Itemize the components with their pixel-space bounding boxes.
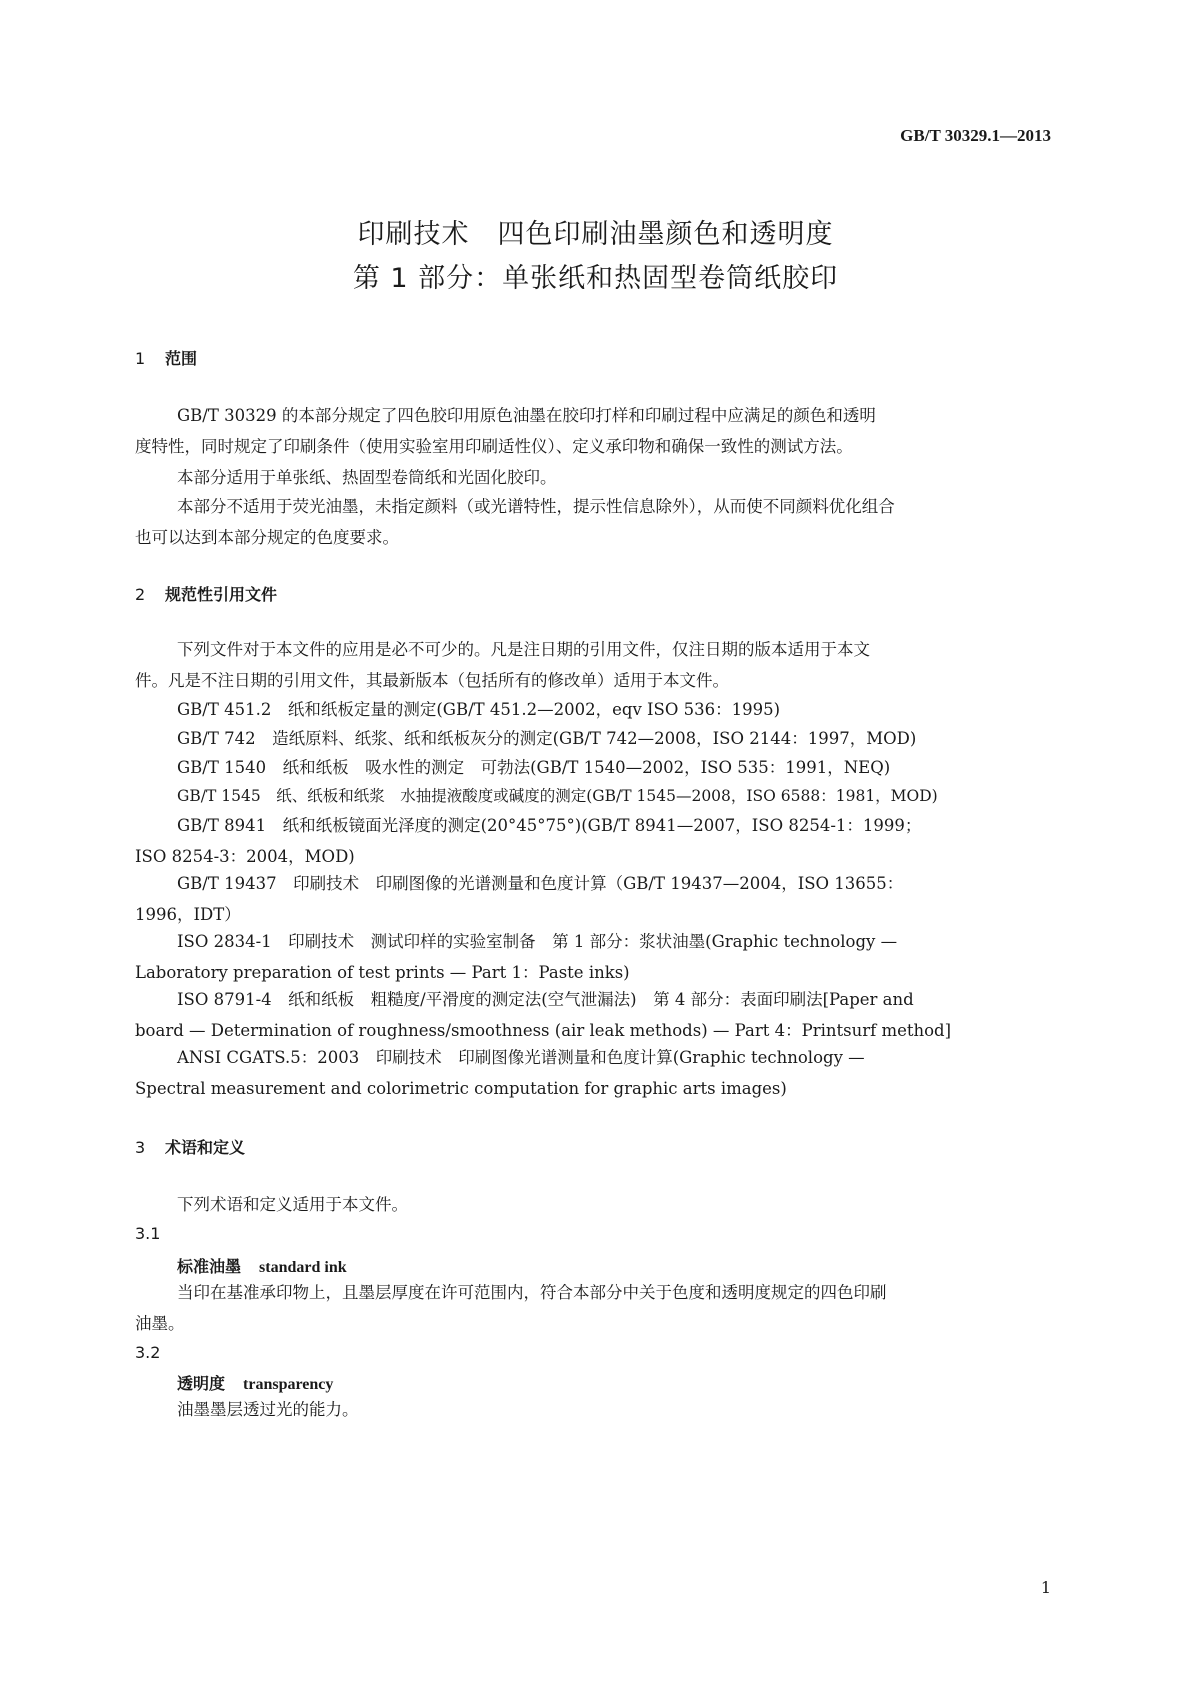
text-line: 度特性，同时规定了印刷条件（使用实验室用印刷适性仪）、定义承印物和确保一致性的测试方法。 xyxy=(135,437,853,456)
section-1-paragraph-2 xyxy=(135,462,1055,493)
term-en: standard ink xyxy=(259,1259,347,1276)
text-line: 1996，IDT） xyxy=(135,905,241,924)
text-line: GB/T 1540 纸和纸板 吸水性的测定 可勃法(GB/T 1540—2002，ISO 535：1991，NEQ) xyxy=(177,758,891,777)
page-number: 1 xyxy=(1040,1578,1051,1597)
text-line: GB/T 30329 的本部分规定了四色胶印用原色油墨在胶印打样和印刷过程中应满足的颜色和透明 xyxy=(177,406,876,425)
text-line: GB/T 8941 纸和纸板镜面光泽度的测定(20°45°75°)(GB/T 8941—2007，ISO 8254-1：1999； xyxy=(177,816,922,835)
term-zh: 透明度 xyxy=(177,1374,226,1393)
section-title: 范围 xyxy=(165,349,198,368)
text-line: Laboratory preparation of test prints — Part 1：Paste inks) xyxy=(135,963,630,982)
text-line: GB/T 1545 纸、纸板和纸浆 水抽提液酸度或碱度的测定(GB/T 1545—2008，ISO 6588：1981，MOD) xyxy=(177,787,938,805)
standard-number: GB/T 30329.1—2013 xyxy=(900,126,1051,145)
text-line: GB/T 742 造纸原料、纸浆、纸和纸板灰分的测定(GB/T 742—2008，ISO 2144：1997，MOD) xyxy=(177,729,917,748)
text-line: 本部分不适用于荧光油墨，未指定颜料（或光谱特性，提示性信息除外），从而使不同颜料优化组合 xyxy=(177,497,895,516)
text-line: 本部分适用于单张纸、热固型卷筒纸和光固化胶印。 xyxy=(177,468,557,487)
reference-item xyxy=(135,1042,1055,1104)
reference-item xyxy=(135,984,1055,1046)
term-title xyxy=(177,1254,347,1277)
title-line-1: 印刷技术 四色印刷油墨颜色和透明度 xyxy=(357,219,834,250)
section-1-heading xyxy=(135,346,197,369)
section-1-paragraph-3 xyxy=(135,491,1055,553)
title-line-2: 第 1 部分：单张纸和热固型卷筒纸胶印 xyxy=(352,263,839,294)
text-line: 下列术语和定义适用于本文件。 xyxy=(177,1195,408,1214)
reference-item xyxy=(135,926,1055,988)
reference-item xyxy=(135,752,1055,783)
text-line: 油墨墨层透过光的能力。 xyxy=(177,1400,359,1419)
text-line: ISO 2834-1 印刷技术 测试印样的实验室制备 第 1 部分：浆状油墨(Graphic technology — xyxy=(177,932,898,951)
text-line: board — Determination of roughness/smoothness (air leak methods) — Part 4：Printsurf method] xyxy=(135,1021,952,1040)
section-1-paragraph-1 xyxy=(135,400,1055,462)
reference-item xyxy=(135,810,1055,872)
section-2-heading xyxy=(135,582,277,605)
text-line: ANSI CGATS.5：2003 印刷技术 印刷图像光谱测量和色度计算(Graphic technology — xyxy=(177,1048,865,1067)
text-line: Spectral measurement and colorimetric computation for graphic arts images) xyxy=(135,1079,787,1098)
text-line: 油墨。 xyxy=(135,1314,185,1333)
text-line: ISO 8791-4 纸和纸板 粗糙度/平滑度的测定法(空气泄漏法) 第 4 部分：表面印刷法[Paper and xyxy=(177,990,914,1009)
term-zh: 标准油墨 xyxy=(177,1257,242,1276)
section-number: 3 xyxy=(135,1138,146,1157)
text-line: ISO 8254-3：2004，MOD) xyxy=(135,847,355,866)
reference-item xyxy=(135,694,1055,725)
section-title: 术语和定义 xyxy=(165,1138,246,1157)
term-number: 3.2 xyxy=(135,1343,161,1362)
text-line: GB/T 451.2 纸和纸板定量的测定(GB/T 451.2—2002，eqv ISO 536：1995) xyxy=(177,700,781,719)
reference-item xyxy=(135,781,1055,812)
term-title xyxy=(177,1371,333,1394)
text-line: 当印在基准承印物上，且墨层厚度在许可范围内，符合本部分中关于色度和透明度规定的四色印刷 xyxy=(177,1283,887,1302)
term-definition xyxy=(135,1394,1055,1425)
section-title: 规范性引用文件 xyxy=(165,585,278,604)
reference-item xyxy=(135,868,1055,930)
text-line: GB/T 19437 印刷技术 印刷图像的光谱测量和色度计算（GB/T 19437—2004，ISO 13655： xyxy=(177,874,904,893)
term-number: 3.1 xyxy=(135,1224,161,1243)
text-line: 也可以达到本部分规定的色度要求。 xyxy=(135,528,399,547)
section-number: 1 xyxy=(135,349,146,368)
section-3-intro xyxy=(135,1189,1055,1220)
term-en: transparency xyxy=(243,1376,334,1393)
section-number: 2 xyxy=(135,585,146,604)
term-definition xyxy=(135,1277,1055,1339)
text-line: 件。凡是不注日期的引用文件，其最新版本（包括所有的修改单）适用于本文件。 xyxy=(135,671,729,690)
section-2-intro xyxy=(135,634,1055,696)
reference-item xyxy=(135,723,1055,754)
section-3-heading xyxy=(135,1135,245,1158)
text-line: 下列文件对于本文件的应用是必不可少的。凡是注日期的引用文件，仅注日期的版本适用于本文 xyxy=(177,640,870,659)
